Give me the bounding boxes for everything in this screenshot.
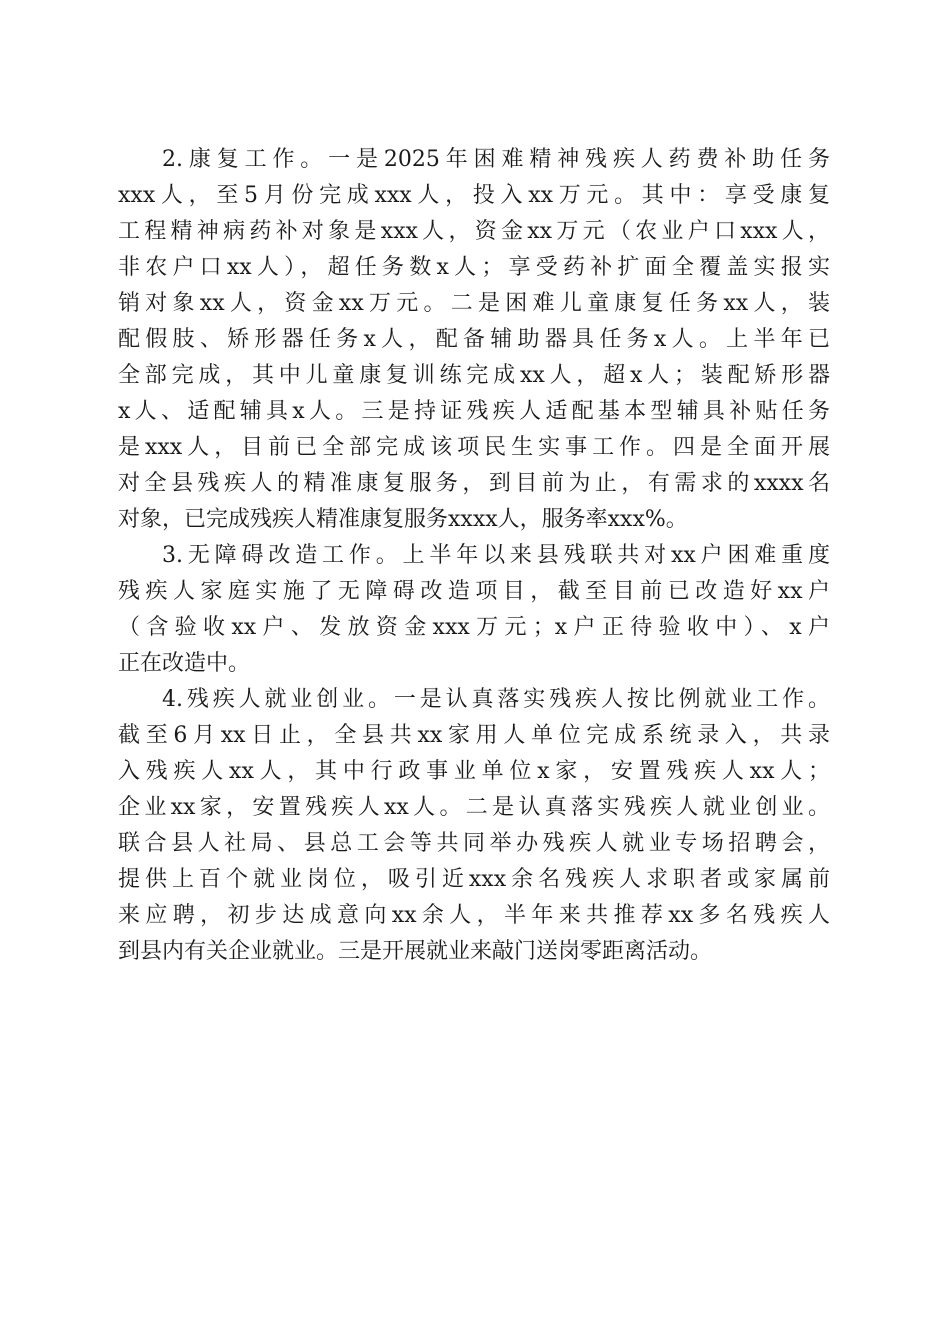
text-line: 残疾人家庭实施了无障碍改造项目，截至目前已改造好xx户 (118, 579, 830, 604)
text-line: 企业xx家，安置残疾人xx人。二是认真落实残疾人就业创业。 (118, 795, 830, 820)
text-line: （含验收xx户、发放资金xxx万元；x户正待验收中）、x户 (118, 615, 830, 640)
text-line: 联合县人社局、县总工会等共同举办残疾人就业专场招聘会， (118, 831, 830, 856)
text-line: 配假肢、矫形器任务x人，配备辅助器具任务x人。上半年已 (118, 327, 830, 352)
text-line: 非农户口xx人），超任务数x人；享受药补扩面全覆盖实报实 (118, 255, 830, 280)
text-line: 对全县残疾人的精准康复服务，到目前为止，有需求的xxxx名 (118, 471, 830, 496)
text-line: 是xxx人，目前已全部完成该项民生实事工作。四是全面开展 (118, 435, 830, 460)
text-line: 截至6月xx日止，全县共xx家用人单位完成系统录入，共录 (118, 723, 830, 748)
text-line: 3.无障碍改造工作。上半年以来县残联共对xx户困难重度 (162, 543, 830, 568)
text-line: 4.残疾人就业创业。一是认真落实残疾人按比例就业工作。 (162, 687, 830, 712)
paragraph-employment (118, 682, 830, 970)
text-line: 入残疾人xx人，其中行政事业单位x家，安置残疾人xx人； (118, 759, 830, 784)
text-line: 提供上百个就业岗位，吸引近xxx余名残疾人求职者或家属前 (118, 867, 830, 892)
text-line: x人、适配辅具x人。三是持证残疾人适配基本型辅具补贴任务 (118, 399, 830, 424)
document-body (118, 142, 830, 970)
text-line: 到县内有关企业就业。三是开展就业来敲门送岗零距离活动。 (118, 939, 713, 964)
paragraph-rehabilitation (118, 142, 830, 538)
text-line: 全部完成，其中儿童康复训练完成xx人，超x人；装配矫形器 (118, 363, 830, 388)
text-line: 工程精神病药补对象是xxx人，资金xx万元（农业户口xxx人， (118, 219, 830, 244)
text-line: 2.康复工作。一是2025年困难精神残疾人药费补助任务 (162, 147, 830, 172)
text-line: 销对象xx人，资金xx万元。二是困难儿童康复任务xx人，装 (118, 291, 830, 316)
text-line: 对象，已完成残疾人精准康复服务xxxx人，服务率xxx%。 (118, 507, 688, 532)
paragraph-barrier-free (118, 538, 830, 682)
text-line: 来应聘，初步达成意向xx余人，半年来共推荐xx多名残疾人 (118, 903, 830, 928)
text-line: 正在改造中。 (118, 651, 251, 676)
text-line: xxx人，至5月份完成xxx人，投入xx万元。其中：享受康复 (118, 183, 830, 208)
